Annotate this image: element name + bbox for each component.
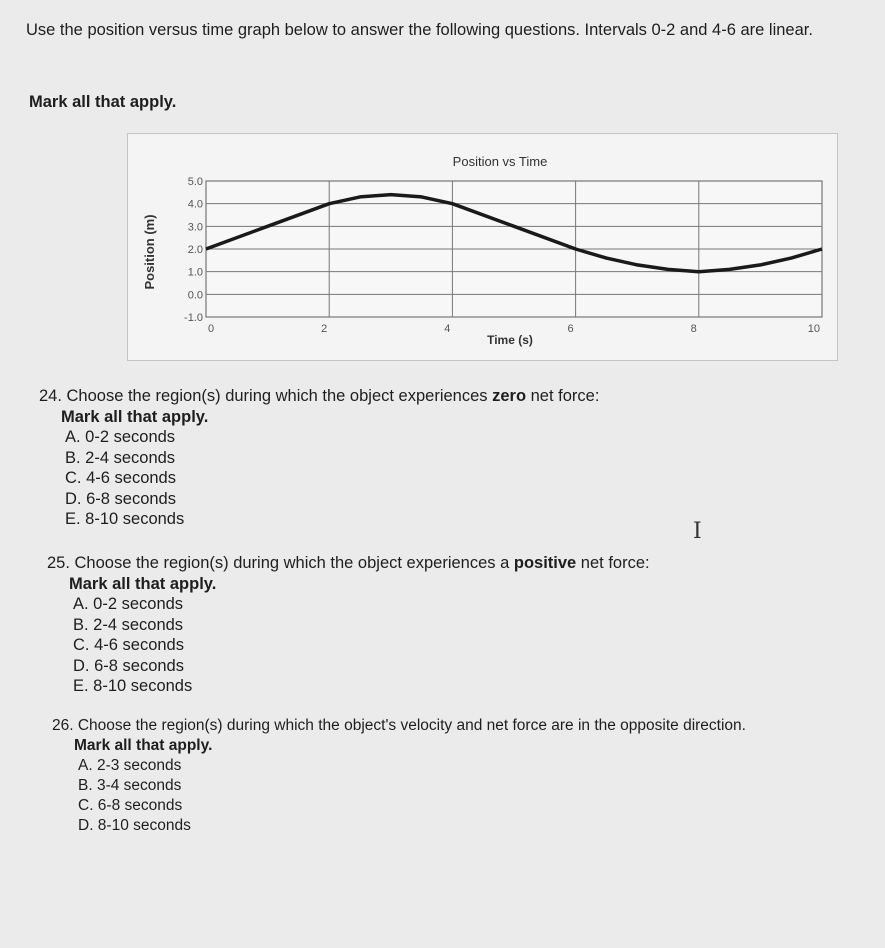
mark-all-heading: Mark all that apply.: [29, 93, 177, 111]
question-25: [47, 553, 650, 697]
question-26-stem: 26. Choose the region(s) during which the object's velocity and net force are in the opposite direction.: [52, 717, 746, 734]
q26-option-d[interactable]: D. 8-10 seconds: [78, 817, 191, 834]
y-axis-label: Position (m): [142, 214, 157, 290]
x-tick-label: 8: [690, 323, 697, 335]
y-tick-label: 3.0: [187, 221, 203, 234]
y-tick-label: 2.0: [187, 244, 203, 256]
q25-option-a[interactable]: A. 0-2 seconds: [73, 595, 184, 613]
x-axis-label: Time (s): [487, 333, 533, 347]
q26-option-c[interactable]: C. 6-8 seconds: [78, 797, 183, 814]
q24-option-b[interactable]: B. 2-4 seconds: [65, 448, 176, 467]
x-tick-label: 6: [567, 323, 574, 335]
question-25-stem: 25. Choose the region(s) during which the object experiences a positive net force:: [47, 554, 650, 572]
y-tick-label: -1.0: [184, 312, 203, 324]
q26-option-b[interactable]: B. 3-4 seconds: [78, 777, 182, 794]
y-tick-label: 1.0: [187, 266, 203, 279]
x-tick-label: 2: [321, 323, 328, 335]
y-tick-label: 0.0: [187, 289, 203, 302]
q24-option-a[interactable]: A. 0-2 seconds: [65, 428, 176, 446]
x-tick-label: 10: [807, 323, 820, 335]
q26-option-a[interactable]: A. 2-3 seconds: [78, 757, 182, 774]
chart-svg: [128, 134, 837, 360]
y-tick-label: 4.0: [187, 198, 203, 211]
q25-option-e[interactable]: E. 8-10 seconds: [73, 677, 193, 695]
y-tick-label: 5.0: [187, 176, 203, 188]
position-time-chart: [127, 133, 838, 361]
question-24-stem: 24. Choose the region(s) during which the object experiences zero net force:: [39, 387, 600, 405]
q24-option-e[interactable]: E. 8-10 seconds: [65, 510, 185, 528]
question-24-mark-all: Mark all that apply.: [61, 407, 209, 426]
instructions-text: Use the position versus time graph below to answer the following questions. Intervals 0-2 and 4-6 are linear.: [26, 21, 813, 39]
question-26-mark-all: Mark all that apply.: [74, 737, 213, 754]
x-tick-label: 0: [208, 323, 215, 335]
question-26: [52, 716, 746, 836]
question-25-mark-all: Mark all that apply.: [69, 574, 217, 593]
q25-option-c[interactable]: C. 4-6 seconds: [73, 636, 184, 654]
q25-option-d[interactable]: D. 6-8 seconds: [73, 656, 184, 675]
x-tick-label: 4: [444, 323, 451, 335]
q25-option-b[interactable]: B. 2-4 seconds: [73, 615, 184, 634]
question-24: [39, 386, 599, 530]
q24-option-c[interactable]: C. 4-6 seconds: [65, 469, 176, 487]
q24-option-d[interactable]: D. 6-8 seconds: [65, 489, 176, 508]
text-cursor-icon: I: [693, 519, 702, 544]
chart-title: Position vs Time: [452, 154, 548, 169]
